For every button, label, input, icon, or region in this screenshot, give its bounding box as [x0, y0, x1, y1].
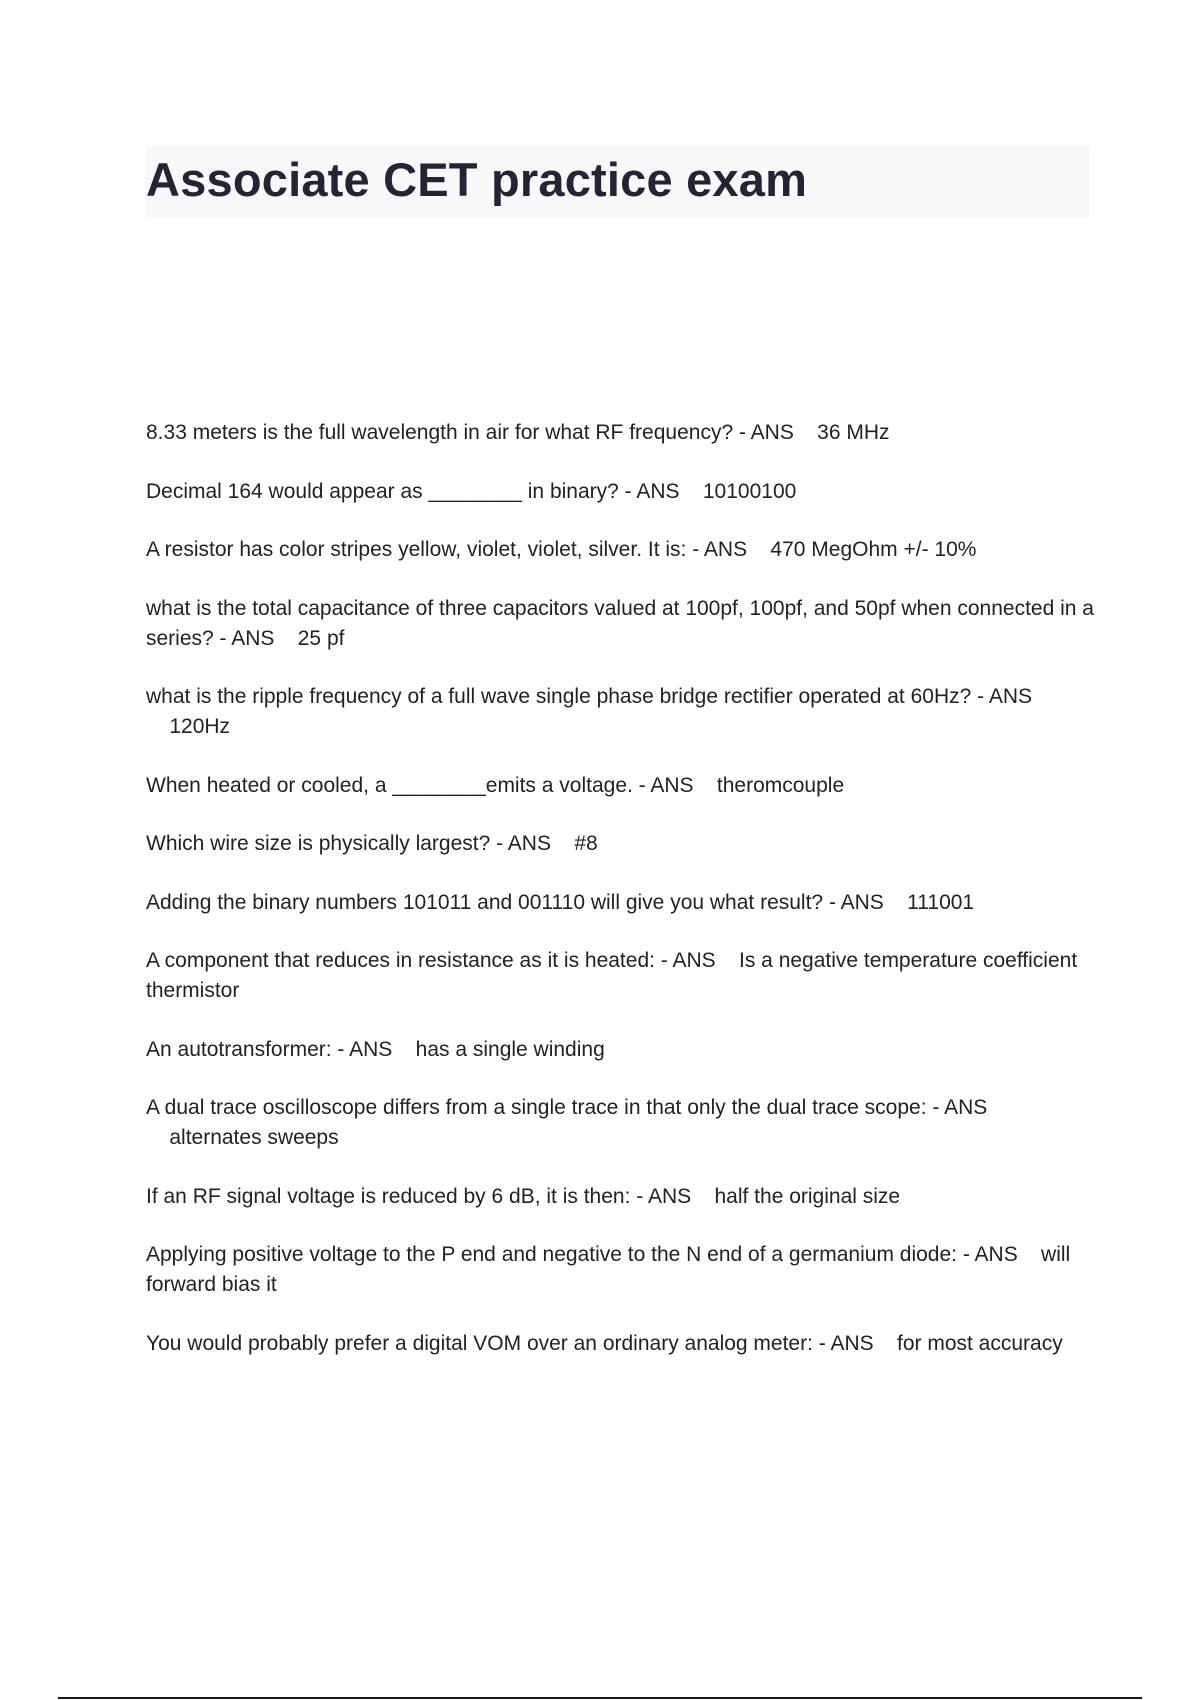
qa-item: 8.33 meters is the full wavelength in air for what RF frequency? - ANS 36 MHz: [146, 421, 890, 444]
answer-text: theromcouple: [716, 773, 845, 797]
qa-item: You would probably prefer a digital VOM over an ordinary analog meter: - ANS for most accuracy: [146, 1331, 1063, 1355]
question-text: what is the ripple frequency of a full wave single phase bridge rectifier operated at 60Hz?: [146, 685, 972, 708]
answer-marker: ANS: [988, 685, 1033, 708]
answer-text: alternates sweeps: [169, 1126, 339, 1149]
answer-text: has a single winding: [415, 1037, 605, 1061]
question-text: what is the total capacitance of three capacitors valued at 100pf, 100pf, and 50pf when connected in a series?: [146, 596, 1094, 650]
qa-item: what is the ripple frequency of a full wave single phase bridge rectifier operated at 60Hz? - ANS 120Hz: [146, 685, 1033, 738]
answer-text: 111001: [907, 890, 975, 914]
answer-text: will forward bias it: [146, 1243, 1071, 1296]
question-text: You would probably prefer a digital VOM over an ordinary analog meter:: [146, 1331, 813, 1355]
title-banner: [146, 146, 1090, 218]
question-text: Which wire size is physically largest?: [146, 832, 491, 855]
question-answer-list: [146, 418, 1096, 1387]
question-text: An autotransformer:: [146, 1037, 332, 1061]
answer-marker: ANS: [636, 479, 680, 503]
question-text: A component that reduces in resistance as it is heated:: [146, 949, 655, 972]
answer-text: 120Hz: [169, 715, 231, 738]
answer-text: 25 pf: [297, 626, 345, 650]
qa-item: Applying positive voltage to the P end and negative to the N end of a germanium diode: - ANS will forward bias it: [146, 1243, 1071, 1296]
qa-item: Decimal 164 would appear as ________ in binary? - ANS 10100100: [146, 479, 797, 503]
question-text: 8.33 meters is the full wavelength in air for what RF frequency?: [146, 421, 734, 444]
question-text: Applying positive voltage to the P end and negative to the N end of a germanium diode:: [146, 1243, 957, 1266]
question-text: A resistor has color stripes yellow, violet, violet, silver. It is:: [146, 538, 687, 561]
footer-divider: [58, 1697, 1142, 1699]
question-text: When heated or cooled, a ________emits a voltage.: [146, 773, 633, 797]
qa-item: A component that reduces in resistance as it is heated: - ANS Is a negative temperature coefficient thermistor: [146, 949, 1078, 1002]
page-title: Associate CET practice exam: [146, 153, 808, 206]
qa-item: Which wire size is physically largest? - ANS #8: [146, 832, 598, 855]
qa-item: A resistor has color stripes yellow, violet, violet, silver. It is: - ANS 470 MegOhm +/- 10%: [146, 538, 977, 561]
answer-marker: ANS: [349, 1037, 393, 1061]
answer-marker: ANS: [507, 832, 551, 855]
qa-item: what is the total capacitance of three capacitors valued at 100pf, 100pf, and 50pf when connected in a series? - ANS 25 pf: [146, 596, 1094, 650]
answer-marker: ANS: [840, 890, 884, 914]
answer-marker: ANS: [944, 1096, 988, 1119]
answer-text: 36 MHz: [817, 421, 890, 444]
qa-item: If an RF signal voltage is reduced by 6 dB, it is then: - ANS half the original size: [146, 1184, 901, 1208]
answer-marker: ANS: [830, 1331, 874, 1355]
answer-text: 470 MegOhm +/- 10%: [770, 538, 977, 561]
answer-marker: ANS: [672, 949, 716, 972]
answer-text: Is a negative temperature coefficient thermistor: [146, 949, 1078, 1002]
qa-item: A dual trace oscilloscope differs from a single trace in that only the dual trace scope: - ANS alternates sweeps: [146, 1096, 988, 1149]
answer-text: half the original size: [714, 1184, 901, 1208]
answer-marker: ANS: [231, 626, 275, 650]
answer-text: for most accuracy: [896, 1331, 1063, 1355]
answer-marker: ANS: [750, 421, 794, 444]
qa-item: An autotransformer: - ANS has a single winding: [146, 1037, 605, 1061]
answer-text: 10100100: [702, 479, 797, 503]
question-text: If an RF signal voltage is reduced by 6 dB, it is then:: [146, 1184, 631, 1208]
question-text: Adding the binary numbers 101011 and 001110 will give you what result?: [146, 890, 824, 914]
question-text: Decimal 164 would appear as ________ in binary?: [146, 479, 619, 503]
answer-marker: ANS: [974, 1243, 1018, 1266]
answer-marker: ANS: [650, 773, 694, 797]
qa-item: Adding the binary numbers 101011 and 001110 will give you what result? - ANS 111001: [146, 890, 975, 914]
answer-marker: ANS: [647, 1184, 692, 1208]
qa-item: When heated or cooled, a ________emits a voltage. - ANS theromcouple: [146, 773, 845, 797]
answer-text: #8: [574, 832, 598, 855]
question-text: A dual trace oscilloscope differs from a single trace in that only the dual trace scope:: [146, 1096, 927, 1119]
answer-marker: ANS: [703, 538, 748, 561]
